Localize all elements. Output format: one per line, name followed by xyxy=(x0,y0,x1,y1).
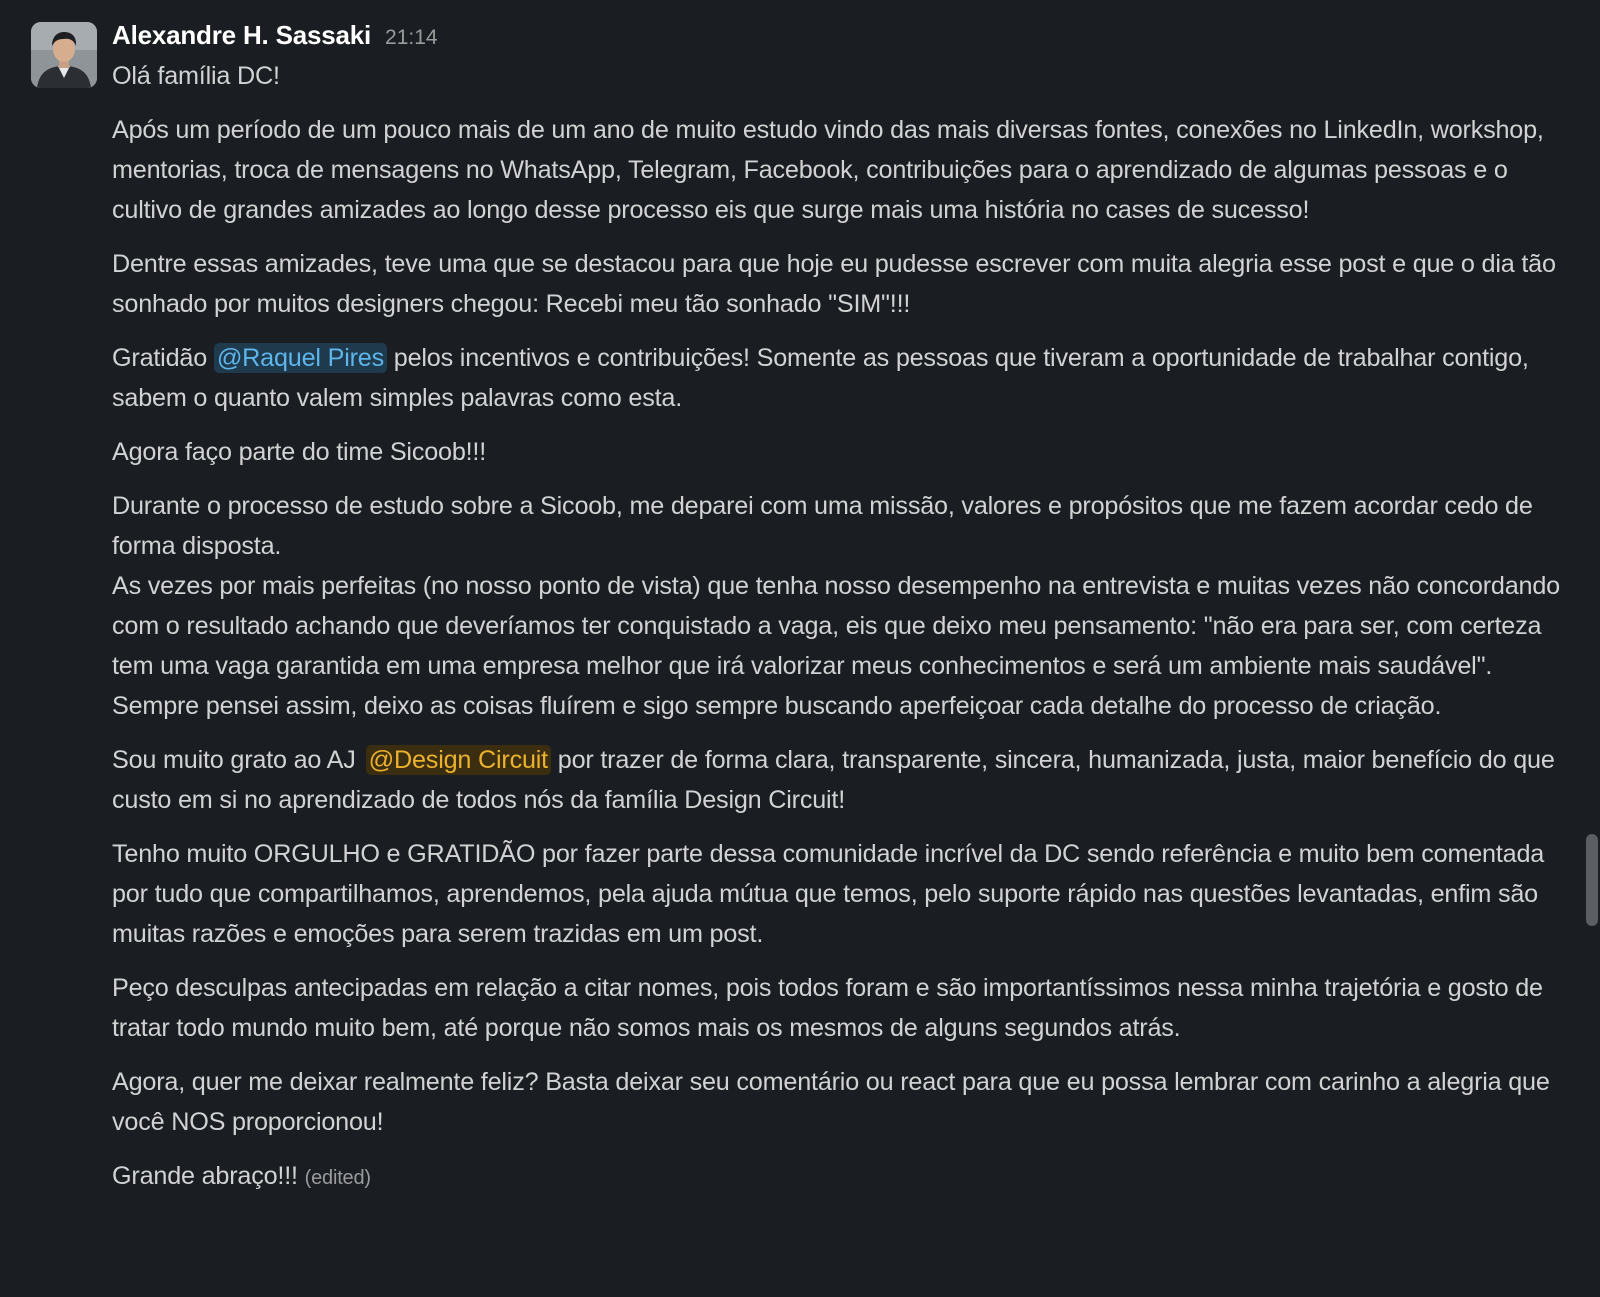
message-content xyxy=(112,20,1572,1212)
message-paragraph-4: Agora faço parte do time Sicoob!!! xyxy=(112,438,487,466)
message-body xyxy=(112,56,1572,1198)
paragraph-text: Gratidão xyxy=(112,344,214,372)
scrollbar-thumb[interactable] xyxy=(1586,834,1598,926)
message-paragraph-6 xyxy=(112,740,1572,820)
message-timestamp[interactable]: 21:14 xyxy=(385,26,438,49)
message-paragraph-3 xyxy=(112,338,1572,418)
message-paragraph-1: Após um período de um pouco mais de um ano de muito estudo vindo das mais diversas fontes, conexões no LinkedIn, workshop, mentorias, troca de mensagens no WhatsApp, Telegram, Facebook, contribuições para o aprendizado de algumas pessoas e o cultivo de grandes amizades ao longo desse processo eis que surge mais uma história no cases de sucesso! xyxy=(112,116,1544,224)
author-name[interactable]: Alexandre H. Sassaki xyxy=(112,20,372,50)
user-avatar-icon xyxy=(31,22,97,88)
message-paragraph-9: Agora, quer me deixar realmente feliz? Basta deixar seu comentário ou react para que eu possa lembrar com carinho a alegria que você NOS proporcionou! xyxy=(112,1068,1550,1136)
message-paragraph-2: Dentre essas amizades, teve uma que se destacou para que hoje eu pudesse escrever com muita alegria esse post e que o dia tão sonhado por muitos designers chegou: Recebi meu tão sonhado "SIM"!!! xyxy=(112,250,1556,318)
mention-design-circuit[interactable]: @Design Circuit xyxy=(366,745,551,775)
edited-label: (edited) xyxy=(304,1167,371,1189)
message-paragraph-greeting: Olá família DC! xyxy=(112,62,280,90)
message-paragraph-8: Peço desculpas antecipadas em relação a citar nomes, pois todos foram e são importantíssimos nessa minha trajetória e gosto de tratar todo mundo muito bem, até porque não somos mais os mesmos de alguns segundos atrás. xyxy=(112,974,1543,1042)
paragraph-text: por trazer de forma clara, transparente, sincera, humanizada, justa, maior benefício do que custo em si no aprendizado de todos nós da família Design Circuit! xyxy=(112,746,1555,814)
message-paragraph-closing xyxy=(112,1156,1572,1198)
message-paragraph-5a: Durante o processo de estudo sobre a Sicoob, me deparei com uma missão, valores e propósitos que me fazem acordar cedo de forma disposta. xyxy=(112,492,1533,560)
mention-raquel-pires[interactable]: @Raquel Pires xyxy=(214,343,387,373)
message-paragraph-7: Tenho muito ORGULHO e GRATIDÃO por fazer parte dessa comunidade incrível da DC sendo referência e muito bem comentada por tudo que compartilhamos, aprendemos, pela ajuda mútua que temos, pelo suporte rápido nas questões levantadas, enfim são muitas razões e emoções para serem trazidas em um post. xyxy=(112,840,1545,948)
closing-text: Grande abraço!!! xyxy=(112,1162,298,1190)
message-header xyxy=(112,20,1572,54)
avatar[interactable] xyxy=(31,22,97,88)
message-paragraph-5b: As vezes por mais perfeitas (no nosso ponto de vista) que tenha nosso desempenho na entrevista e muitas vezes não concordando com o resultado achando que deveríamos ter conquistado a vaga, eis que deixo meu pensamento: "não era para ser, com certeza tem uma vaga garantida em uma empresa melhor que irá valorizar meus conhecimentos e será um ambiente mais saudável". Sempre pensei assim, deixo as coisas fluírem e sigo sempre buscando aperfeiçoar cada detalhe do processo de criação. xyxy=(112,572,1560,720)
paragraph-text: pelos incentivos e contribuições! Somente as pessoas que tiveram a oportunidade de trabalhar contigo, sabem o quanto valem simples palavras como esta. xyxy=(112,344,1529,412)
paragraph-text: Sou muito grato ao AJ xyxy=(112,746,356,774)
